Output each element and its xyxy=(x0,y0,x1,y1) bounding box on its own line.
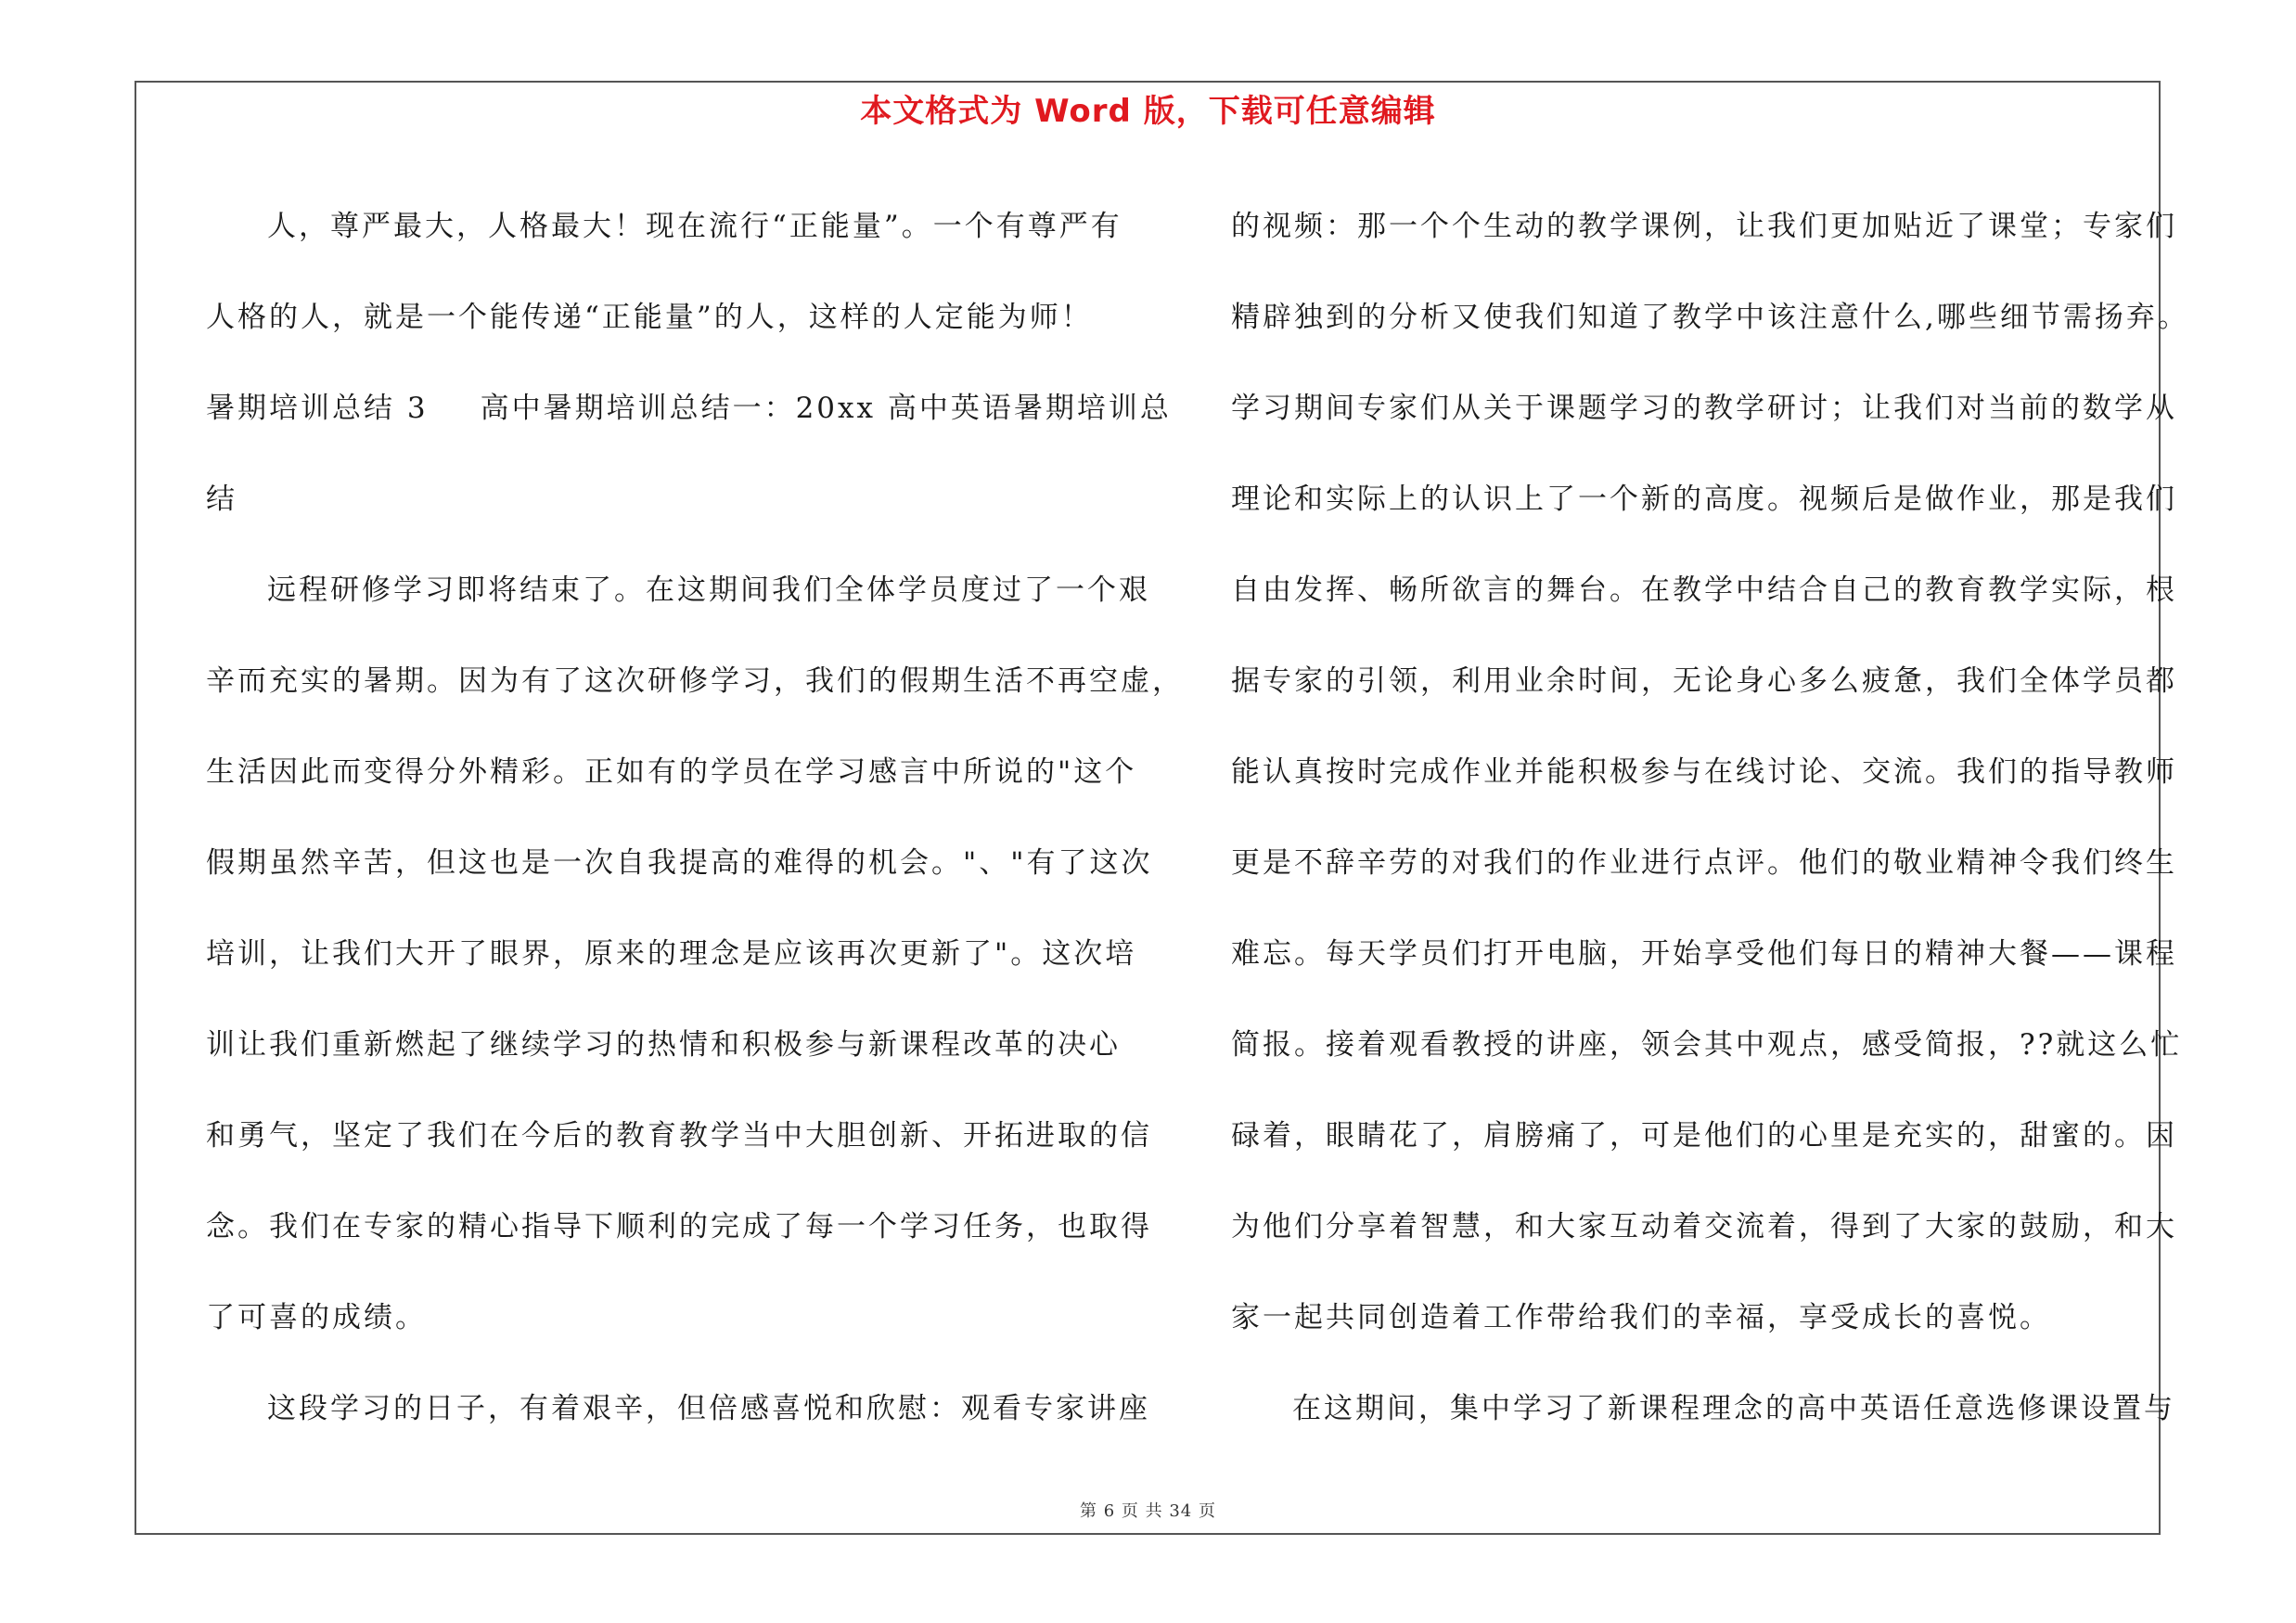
text-line: 难忘。每天学员们打开电脑，开始享受他们每日的精神大餐——课程 xyxy=(1231,937,2177,971)
text-line: 能认真按时完成作业并能积极参与在线讨论、交流。我们的指导教师 xyxy=(1231,755,2177,789)
text-line: 了可喜的成绩。 xyxy=(206,1301,427,1334)
text-line: 在这期间，集中学习了新课程理念的高中英语任意选修课设置与 xyxy=(1292,1392,2175,1425)
left-column xyxy=(206,181,1184,1454)
text-line: 结 xyxy=(206,483,237,516)
subsection-heading: 高中暑期培训总结一：20xx 高中英语暑期培训总 xyxy=(480,392,1172,425)
right-column xyxy=(1231,181,2189,1454)
page-number: 第 6 页 共 34 页 xyxy=(1080,1501,1216,1521)
text-line: 碌着，眼睛花了，肩膀痛了，可是他们的心里是充实的，甜蜜的。因 xyxy=(1231,1119,2177,1153)
text-line: 辛而充实的暑期。因为有了这次研修学习，我们的假期生活不再空虚， xyxy=(206,664,1184,698)
text-line: 人格的人，就是一个能传递“正能量”的人，这样的人定能为师！ xyxy=(206,301,1093,334)
text-line: 的视频：那一个个生动的教学课例，让我们更加贴近了课堂；专家们 xyxy=(1231,210,2177,243)
section-heading: 暑期培训总结 3 xyxy=(206,392,429,425)
text-line: 家一起共同创造着工作带给我们的幸福，享受成长的喜悦。 xyxy=(1231,1301,2051,1334)
text-line: 这段学习的日子，有着艰辛，但倍感喜悦和欣慰：观看专家讲座 xyxy=(267,1392,1150,1425)
text-line: 训让我们重新燃起了继续学习的热情和积极参与新课程改革的决心 xyxy=(206,1028,1121,1062)
text-line: 生活因此而变得分外精彩。正如有的学员在学习感言中所说的"这个 xyxy=(206,755,1137,789)
text-line: 念。我们在专家的精心指导下顺利的完成了每一个学习任务，也取得 xyxy=(206,1210,1152,1243)
text-line: 远程研修学习即将结束了。在这期间我们全体学员度过了一个艰 xyxy=(267,573,1150,607)
text-line: 据专家的引领，利用业余时间，无论身心多么疲惫，我们全体学员都 xyxy=(1231,664,2177,698)
text-line: 自由发挥、畅所欲言的舞台。在教学中结合自己的教育教学实际，根 xyxy=(1231,573,2177,607)
text-line: 和勇气，坚定了我们在今后的教育教学当中大胆创新、开拓进取的信 xyxy=(206,1119,1152,1153)
text-line: 更是不辞辛劳的对我们的作业进行点评。他们的敬业精神令我们终生 xyxy=(1231,846,2177,880)
text-line: 学习期间专家们从关于课题学习的教学研讨；让我们对当前的数学从 xyxy=(1231,392,2177,425)
text-line: 简报。接着观看教授的讲座，领会其中观点，感受简报，??就这么忙 xyxy=(1231,1028,2183,1062)
section-heading-line xyxy=(206,363,1172,454)
text-line: 理论和实际上的认识上了一个新的高度。视频后是做作业，那是我们 xyxy=(1231,483,2177,516)
text-line: 精辟独到的分析又使我们知道了教学中该注意什么,哪些细节需扬弃。 xyxy=(1231,301,2189,334)
text-line: 培训，让我们大开了眼界，原来的理念是应该再次更新了"。这次培 xyxy=(206,937,1137,971)
text-line: 假期虽然辛苦，但这也是一次自我提高的难得的机会。"、"有了这次 xyxy=(206,846,1153,880)
text-line: 人，尊严最大，人格最大！现在流行“正能量”。一个有尊严有 xyxy=(267,210,1122,243)
format-banner: 本文格式为 Word 版，下载可任意编辑 xyxy=(860,93,1436,130)
text-line: 为他们分享着智慧，和大家互动着交流着，得到了大家的鼓励，和大 xyxy=(1231,1210,2177,1243)
